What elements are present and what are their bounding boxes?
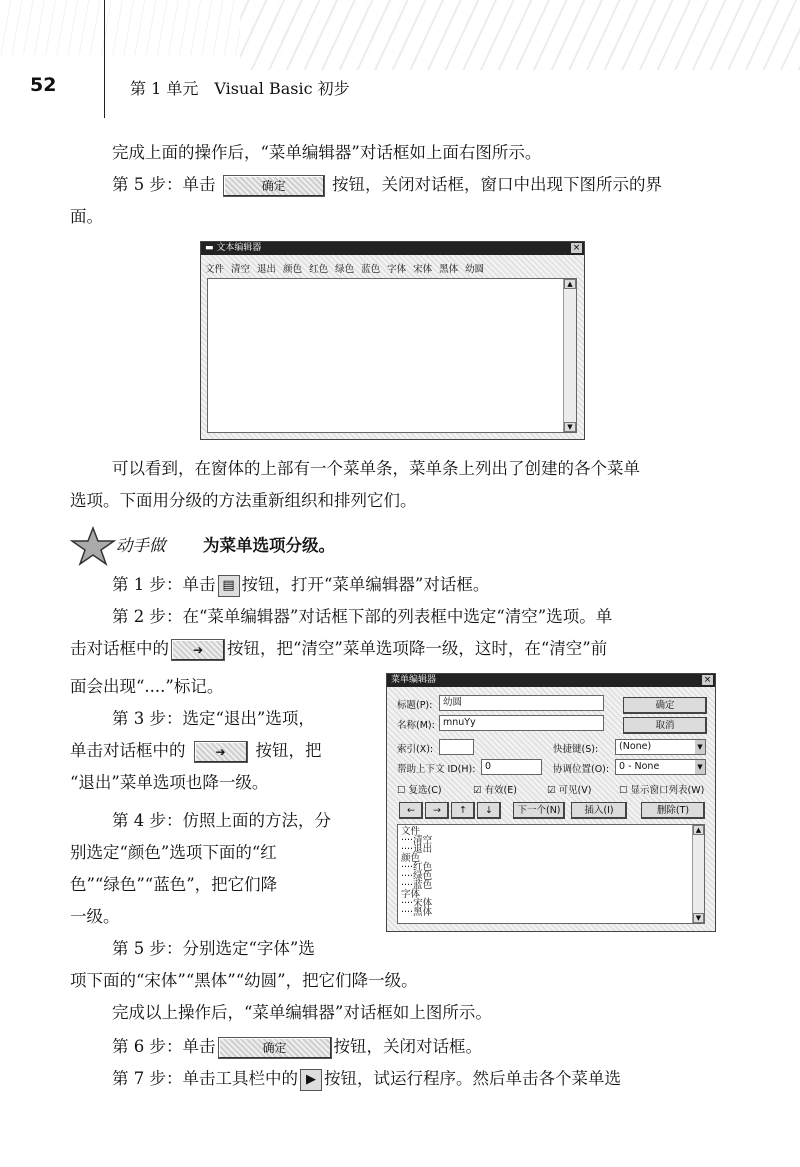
dialog-title: 菜单编辑器 — [391, 675, 437, 685]
text: 第 6 步：单击 — [112, 1037, 216, 1056]
list-item[interactable]: 字体 — [401, 889, 421, 900]
list-item[interactable]: 文件 — [401, 826, 421, 837]
list-item[interactable]: 颜色 — [401, 853, 421, 864]
helpid-input[interactable]: 0 — [481, 759, 542, 775]
menu-editor-icon: ▤ — [218, 575, 240, 597]
menu-item[interactable]: 蓝色 — [361, 264, 381, 275]
step-3-cont2: “退出”菜单选项也降一级。 — [70, 773, 269, 792]
editor-menubar — [201, 255, 584, 273]
shortcut-value: (None) — [619, 741, 652, 752]
window-list-checkbox[interactable]: ☐ 显示窗口列表(W) — [619, 785, 705, 796]
menu-item[interactable]: 红色 — [309, 264, 329, 275]
negotiate-label: 协调位置(O): — [553, 764, 610, 775]
down-arrow-button[interactable]: ↓ — [477, 802, 501, 819]
cancel-button[interactable]: 取消 — [623, 717, 707, 734]
dialog-titlebar — [387, 674, 715, 687]
menu-editor-dialog — [386, 673, 716, 932]
checkbox-label: 有效(E) — [484, 785, 517, 796]
step-4: 第 4 步：仿照上面的方法，分 — [112, 811, 331, 830]
delete-button[interactable]: 删除(T) — [641, 802, 705, 819]
negotiate-select[interactable] — [615, 759, 706, 775]
checkbox-label: 复选(C) — [408, 785, 442, 796]
text-editor-titlebar — [201, 242, 584, 255]
text: 击对话框中的 — [70, 639, 169, 658]
name-label: 名称(M): — [397, 720, 435, 731]
negotiate-value: 0 - None — [619, 761, 660, 772]
menu-item[interactable]: 文件 — [205, 264, 225, 275]
shortcut-select[interactable] — [615, 739, 706, 755]
step-7 — [112, 1068, 621, 1091]
text: 按钮，把 — [255, 741, 322, 760]
text-editor-window — [200, 241, 585, 440]
menu-item[interactable]: 宋体 — [413, 264, 433, 275]
paragraph-2-cont: 面。 — [70, 207, 103, 226]
scroll-up-icon[interactable]: ▲ — [693, 825, 704, 835]
vertical-scrollbar[interactable] — [692, 825, 704, 923]
visible-checkbox[interactable]: ☑ 可见(V) — [547, 785, 592, 796]
text: 按钮，关闭对话框，窗口中出现下图所示的界 — [332, 175, 662, 194]
ok-button[interactable]: 确定 — [623, 697, 707, 714]
scroll-down-icon[interactable]: ▼ — [564, 422, 576, 432]
step-5-cont: 项下面的“宋体”“黑体”“幼圆”，把它们降一级。 — [70, 971, 418, 990]
index-label: 索引(X): — [397, 744, 434, 755]
text: 第 7 步：单击工具栏中的 — [112, 1069, 298, 1088]
step-4-cont: 别选定“颜色”选项下面的“红 — [70, 843, 277, 862]
helpid-label: 帮助上下文 ID(H): — [397, 764, 476, 775]
section-label: 动手做 — [116, 536, 166, 555]
paragraph-3: 可以看到，在窗体的上部有一个菜单条，菜单条上列出了创建的各个菜单 — [112, 459, 640, 478]
close-icon[interactable]: × — [703, 675, 712, 685]
text: 第 5 步：单击 — [112, 175, 216, 194]
text: 第 1 步：单击 — [112, 575, 216, 594]
enabled-checkbox[interactable]: ☑ 有效(E) — [473, 785, 517, 796]
up-arrow-button[interactable]: ↑ — [451, 802, 475, 819]
left-arrow-button[interactable]: ← — [399, 802, 423, 819]
next-button[interactable]: 下一个(N) — [513, 802, 565, 819]
right-arrow-button[interactable]: → — [425, 802, 449, 819]
text: 按钮，关闭对话框。 — [333, 1037, 482, 1056]
paragraph-3-cont: 选项。下面用分级的方法重新组织和排列它们。 — [70, 491, 417, 510]
text-area[interactable] — [207, 278, 577, 433]
menu-tree-list[interactable] — [397, 824, 705, 924]
star-icon — [70, 526, 116, 566]
caption-label: 标题(P): — [397, 700, 433, 711]
caption-input[interactable]: 幼圆 — [439, 695, 604, 711]
step-2-cont2: 面会出现“....”标记。 — [70, 677, 224, 696]
chevron-down-icon[interactable]: ▼ — [695, 760, 705, 774]
list-item[interactable]: ····退出 — [401, 844, 433, 855]
chevron-down-icon[interactable]: ▼ — [695, 740, 705, 754]
vertical-scrollbar[interactable] — [563, 279, 576, 432]
shortcut-label: 快捷键(S): — [553, 744, 599, 755]
text: 按钮，把“清空”菜单选项降一级，这时，在“清空”前 — [227, 639, 608, 658]
list-item[interactable]: ····红色 — [401, 862, 433, 873]
step-5: 第 5 步：分别选定“字体”选 — [112, 939, 315, 958]
ok-button-inline: 确定 — [223, 175, 325, 197]
step-4-cont2: 色”“绿色”“蓝色”，把它们降 — [70, 875, 278, 894]
close-icon[interactable]: × — [572, 243, 581, 253]
header-decoration-right — [240, 0, 800, 70]
step-2: 第 2 步：在“菜单编辑器”对话框下部的列表框中选定“清空”选项。单 — [112, 607, 613, 626]
menu-tree — [398, 825, 704, 919]
list-item[interactable]: ····清空 — [401, 835, 433, 846]
text: 按钮，打开“菜单编辑器”对话框。 — [241, 575, 490, 594]
section-title: 为菜单选项分级。 — [203, 536, 335, 555]
step-1 — [112, 574, 489, 597]
step-3: 第 3 步：选定“退出”选项， — [112, 709, 315, 728]
list-item[interactable]: ····蓝色 — [401, 880, 433, 891]
menu-item[interactable]: 幼圆 — [465, 264, 485, 275]
checkbox-label: 显示窗口列表(W) — [630, 785, 705, 796]
paragraph-2 — [112, 174, 662, 197]
page-number: 52 — [30, 74, 57, 96]
window-icon: ▬ — [205, 243, 217, 253]
window-title: 文本编辑器 — [216, 243, 262, 253]
step-4-cont3: 一级。 — [70, 907, 120, 926]
list-item[interactable]: ····绿色 — [401, 871, 433, 882]
right-arrow-icon: ➔ — [171, 639, 225, 661]
step-3-cont — [70, 740, 322, 763]
paragraph-1: 完成上面的操作后，“菜单编辑器”对话框如上面右图所示。 — [112, 143, 542, 162]
list-item[interactable]: ····宋体 — [401, 898, 433, 909]
right-arrow-icon: ➔ — [194, 741, 248, 763]
checkbox-label: 可见(V) — [558, 785, 592, 796]
menu-item[interactable]: 退出 — [257, 264, 277, 275]
run-icon: ▶ — [300, 1069, 322, 1091]
step-6 — [112, 1036, 482, 1059]
paragraph-4: 完成以上操作后，“菜单编辑器”对话框如上图所示。 — [112, 1003, 492, 1022]
checked-checkbox[interactable]: ☐ 复选(C) — [397, 785, 442, 796]
name-input[interactable]: mnuYy — [439, 715, 604, 731]
running-title: 第 1 单元 Visual Basic 初步 — [130, 79, 350, 98]
menu-item[interactable]: 绿色 — [335, 264, 355, 275]
insert-button[interactable]: 插入(I) — [571, 802, 627, 819]
text: 按钮，试运行程序。然后单击各个菜单选 — [324, 1069, 621, 1088]
step-2-cont — [70, 638, 607, 661]
scroll-up-icon[interactable]: ▲ — [564, 279, 576, 289]
header-rule — [104, 0, 105, 118]
text: 单击对话框中的 — [70, 741, 186, 760]
menu-item[interactable]: 颜色 — [283, 264, 303, 275]
list-item[interactable]: ····黑体 — [401, 907, 433, 918]
index-input[interactable] — [439, 739, 474, 755]
menu-item[interactable]: 黑体 — [439, 264, 459, 275]
menu-item[interactable]: 字体 — [387, 264, 407, 275]
ok-button-inline: 确定 — [218, 1037, 332, 1059]
scroll-down-icon[interactable]: ▼ — [693, 913, 704, 923]
menu-item[interactable]: 清空 — [231, 264, 251, 275]
